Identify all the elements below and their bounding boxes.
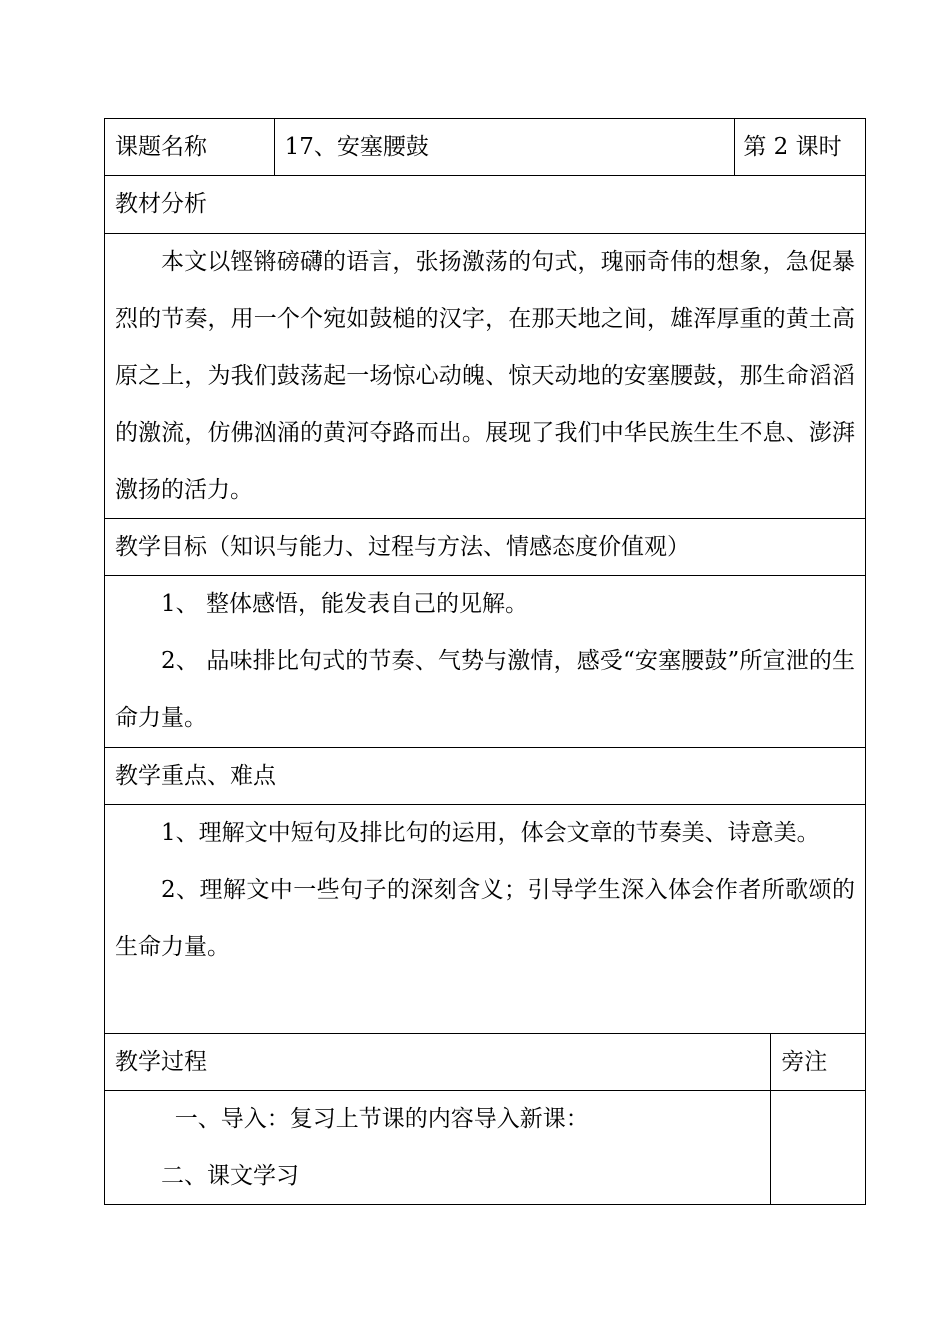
- keypoints-heading: 教学重点、难点: [115, 763, 276, 789]
- analysis-text-row: [105, 234, 865, 519]
- side-note-content: [771, 1091, 865, 1204]
- title-row: [105, 119, 865, 176]
- process-heading-row: [105, 1034, 865, 1091]
- process-content: [105, 1091, 771, 1204]
- side-note-heading: 旁注: [781, 1049, 828, 1075]
- keypoints-heading-row: [105, 748, 865, 805]
- objectives-list-row: [105, 576, 865, 748]
- lesson-number: 第 2 课时: [743, 134, 842, 160]
- process-line-2: 二、课文学习: [161, 1163, 299, 1189]
- keypoints-list-row: [105, 805, 865, 1034]
- keypoint-item-2: 2、理解文中一些句子的深刻含义；引导学生深入体会作者所歌颂的生命力量。: [115, 877, 855, 960]
- analysis-heading-row: [105, 176, 865, 234]
- lesson-plan-table: [104, 118, 866, 1205]
- topic-label: 课题名称: [105, 119, 275, 176]
- process-line-1: 一、导入：复习上节课的内容导入新课：: [174, 1106, 589, 1132]
- objective-item-1: 1、 整体感悟，能发表自己的见解。: [161, 591, 528, 617]
- process-content-row: [105, 1091, 865, 1204]
- objectives-heading-row: [105, 519, 865, 576]
- topic-value: 17、安塞腰鼓: [275, 119, 736, 176]
- objectives-heading: 教学目标（知识与能力、过程与方法、情感态度价值观）: [115, 534, 690, 560]
- keypoints-list: [105, 805, 865, 1033]
- keypoint-item-1: 1、理解文中短句及排比句的运用，体会文章的节奏美、诗意美。: [161, 820, 820, 846]
- objectives-list: [105, 576, 865, 747]
- analysis-text: 本文以铿锵磅礴的语言，张扬激荡的句式，瑰丽奇伟的想象，急促暴烈的节奏，用一个个宛如鼓槌的汉字，在那天地之间，雄浑厚重的黄土高原之上，为我们鼓荡起一场惊心动魄、惊天动地的安塞腰鼓，那生命滔滔的激流，仿佛汹涌的黄河夺路而出。展现了我们中华民族生生不息、澎湃激扬的活力。: [115, 249, 855, 503]
- process-heading: 教学过程: [105, 1034, 771, 1091]
- objective-item-2: 2、 品味排比句式的节奏、气势与激情，感受“安塞腰鼓”所宣泄的生命力量。: [115, 648, 855, 731]
- analysis-heading: 教材分析: [115, 191, 207, 217]
